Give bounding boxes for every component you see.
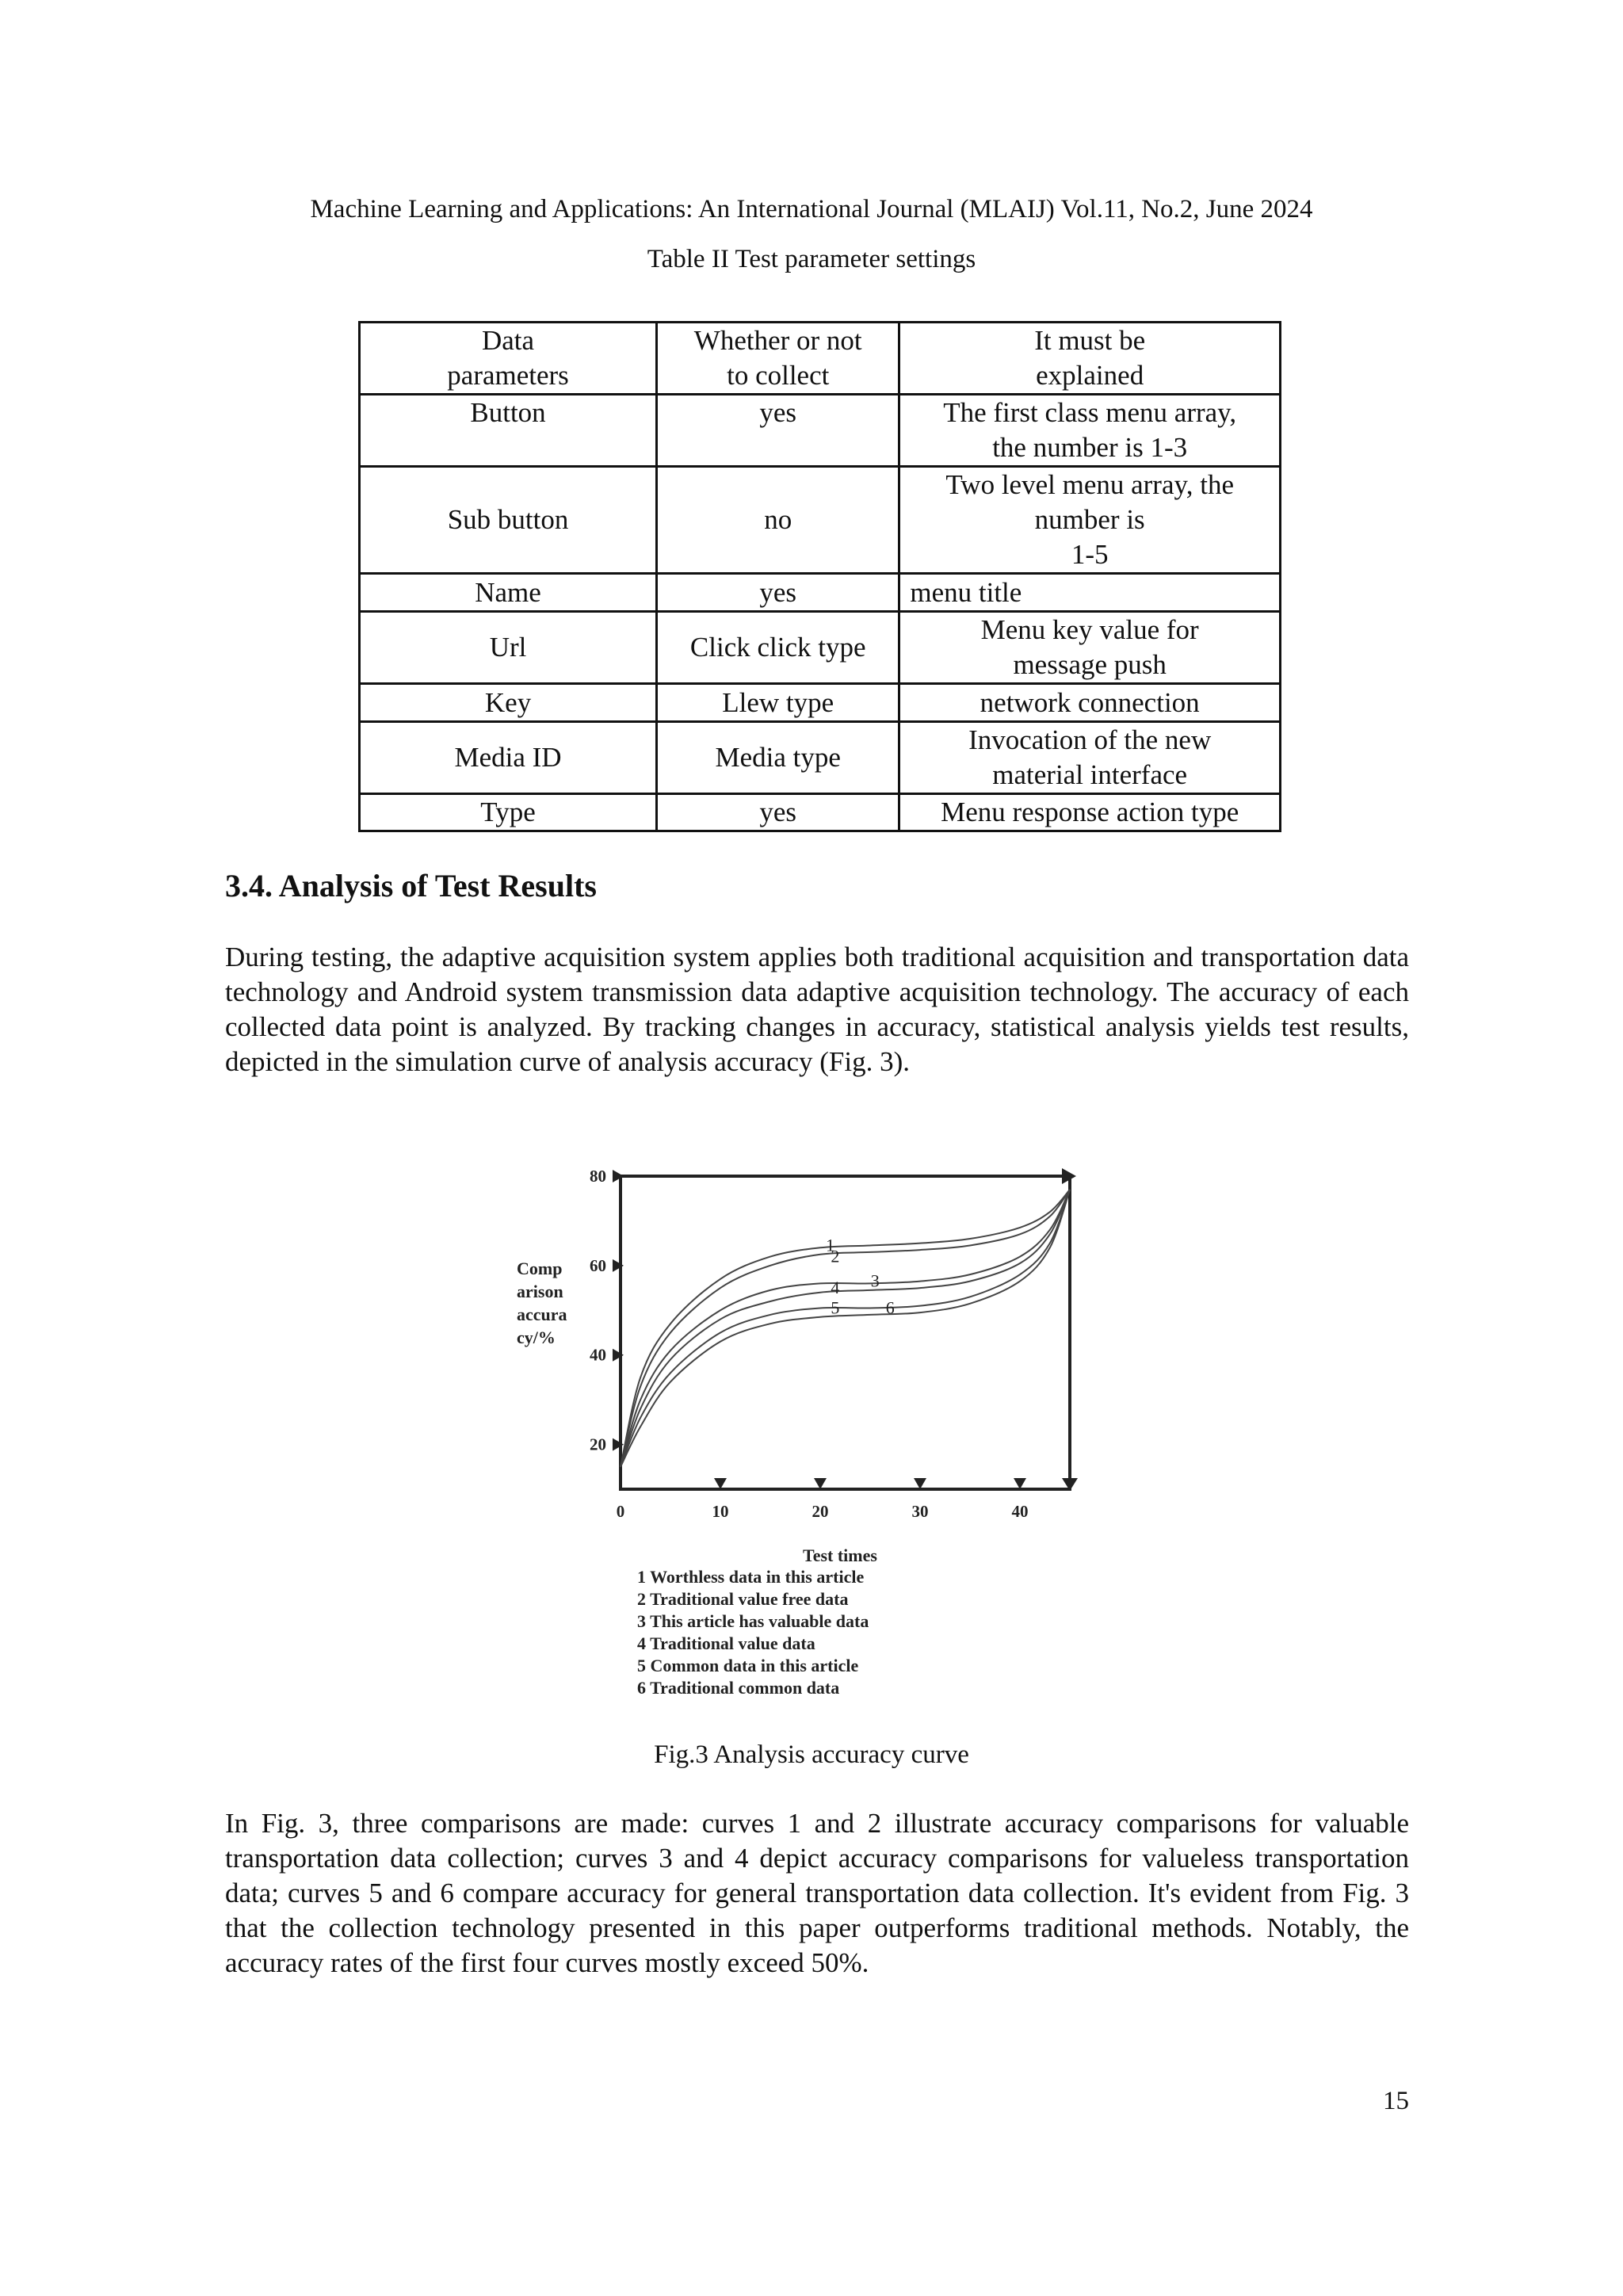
cell-param: Sub button [360,467,657,574]
x-tick-mark [1014,1478,1026,1489]
series-label-1: 1 [826,1235,835,1255]
parameter-table [358,321,1281,832]
cell-explain: Invocation of the new material interface [899,722,1281,794]
y-tick-label: 60 [590,1255,606,1275]
y-axis-label: cy/% [517,1328,556,1347]
series-line-6 [621,1190,1070,1467]
x-tick-label: 20 [812,1502,829,1521]
table-row [360,722,1281,794]
series-label-5: 5 [831,1297,840,1318]
x-tick-label: 40 [1011,1502,1029,1521]
y-axis-label: Comp [517,1259,563,1278]
cell-collect: yes [657,574,899,612]
series-label-3: 3 [870,1270,880,1291]
cell-param: Key [360,684,657,722]
table-caption: Table II Test parameter settings [647,245,976,273]
figure-caption: Fig.3 Analysis accuracy curve [654,1740,969,1769]
table-row [360,794,1281,831]
body-paragraph-2: In Fig. 3, three comparisons are made: curves 1 and 2 illustrate accuracy comparisons for valuable transportation data collection; curves 3 and 4 depict accuracy comparisons for valueless transportation data; curves 5 and 6 compare accuracy for general transportation data collection. It's evident from Fig. 3 that the collection technology presented in this paper outperforms traditional methods. Notably, the accuracy rates of the first four curves mostly exceed 50%. [225,1808,1409,1978]
legend-entry: 5 Common data in this article [637,1656,859,1675]
cell-param: Type [360,794,657,831]
x-tick-label: 0 [616,1502,625,1521]
x-tick-mark [814,1478,827,1489]
cell-param: Name [360,574,657,612]
section-title: 3.4. Analysis of Test Results [225,868,597,904]
cell-explain: Two level menu array, the number is 1-5 [899,467,1281,574]
table-header-row [360,323,1281,395]
cell-param: Media ID [360,722,657,794]
x-tick-label: 30 [911,1502,929,1521]
legend-entry: 2 Traditional value free data [637,1589,849,1609]
legend-entry: 4 Traditional value data [637,1633,815,1653]
series-line-2 [621,1190,1070,1467]
cell-collect: yes [657,794,899,831]
legend-entry: 6 Traditional common data [637,1678,840,1698]
legend-entry: 1 Worthless data in this article [637,1567,865,1587]
cell-collect: Click click type [657,612,899,684]
series-line-3 [621,1190,1070,1467]
x-tick-label: 10 [712,1502,729,1521]
series-label-2: 2 [831,1246,840,1266]
legend-entry: 3 This article has valuable data [637,1611,869,1631]
y-axis-label: accura [517,1305,567,1324]
table-row [360,574,1281,612]
series-line-4 [621,1190,1070,1467]
cell-explain: Menu response action type [899,794,1281,831]
cell-collect: Media type [657,722,899,794]
y-axis-label: arison [517,1282,563,1301]
running-header: Machine Learning and Applications: An International Journal (MLAIJ) Vol.11, No.2, June 2024 [310,195,1313,223]
series-label-4: 4 [831,1278,840,1298]
cell-explain: menu title [899,574,1281,612]
y-tick-label: 80 [590,1167,606,1186]
series-label-6: 6 [885,1297,895,1318]
series-line-1 [621,1190,1070,1467]
cell-collect: Llew type [657,684,899,722]
x-tick-mark [714,1478,727,1489]
table-row [360,395,1281,467]
table-row [360,467,1281,574]
header-cell-data-parameters: Data parameters [360,323,657,395]
x-tick-mark [914,1478,926,1489]
cell-collect: no [657,467,899,574]
table-row [360,684,1281,722]
accuracy-chart [507,1165,1094,1704]
y-tick-label: 20 [590,1435,606,1454]
x-axis-label: Test times [803,1545,877,1565]
header-cell-explained: It must be explained [899,323,1281,395]
table-row [360,612,1281,684]
page-number: 15 [1383,2087,1409,2115]
cell-explain: network connection [899,684,1281,722]
y-tick-label: 40 [590,1345,606,1365]
series-line-5 [621,1190,1070,1467]
cell-explain: Menu key value for message push [899,612,1281,684]
cell-explain: The first class menu array, the number is 1-3 [899,395,1281,467]
body-paragraph-1: During testing, the adaptive acquisition system applies both traditional acquisition and transportation data technology and Android system transmission data adaptive acquisition technology. The accuracy of each collected data point is analyzed. By tracking changes in accuracy, statistical analysis yields test results, depicted in the simulation curve of analysis accuracy (Fig. 3). [225,942,1409,1077]
header-cell-collect: Whether or not to collect [657,323,899,395]
cell-param: Url [360,612,657,684]
cell-collect: yes [657,395,899,467]
cell-param: Button [360,395,657,467]
